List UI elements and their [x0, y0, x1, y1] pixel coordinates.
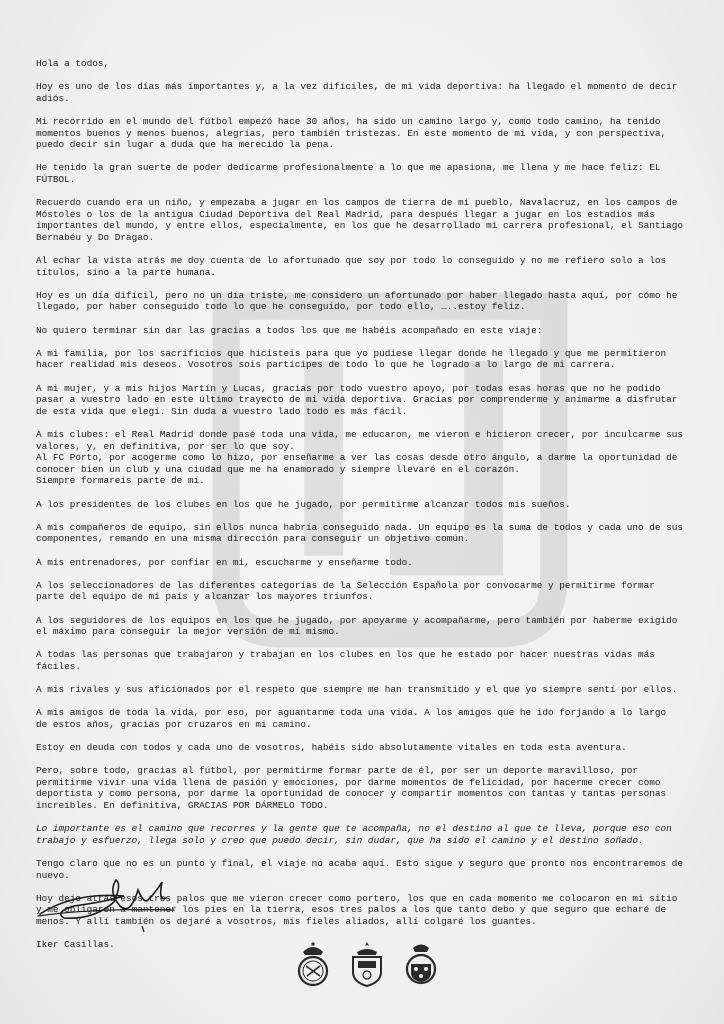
letter-paragraph: A mis rivales y sus aficionados por el respeto que siempre me han transmitido y el que yo siempre sentí por ellos.: [36, 684, 678, 696]
club-crests: [292, 940, 442, 990]
letter-quote-paragraph: Lo importante es el camino que recorres y la gente que te acompaña, no el destino al que te lleva, porque eso con trabajo y esfuerzo, llega solo y creo que puedo decir, sin dudar, que ha sido el camino y el destino soñado.: [36, 823, 672, 846]
letter-paragraph: A mis compañeros de equipo, sin ellos nunca habría conseguido nada. Un equipo es la suma de todos y cada uno de sus componentes, remando en una misma dirección para conseguir un objetivo común.: [36, 521, 683, 545]
letter-paragraph: A los presidentes de los clubes en los que he jugado, por permitirme alcanzar todos mis sueños.: [36, 498, 571, 510]
spain-federation-crest-icon: [346, 940, 388, 988]
letter-paragraph: Hoy dejo atrás esos tres palos que me vieron crecer como portero, los que en cada momento me colocaron en mi sitio y me obligaron a mantener los pies en la tierra, esos tres palos a los que tanto debo y que seguro que echaré de menos. Y allí también os dejaré a vosotros, mis fieles aliados, allí colgaré los guantes.: [36, 892, 678, 927]
letter-paragraph: Pero, sobre todo, gracias al fútbol, por permitirme formar parte de él, por ser un deporte maravilloso, por permitirme vivir una vida llena de pasión y emociones, por darme momentos de felicidad, por hacerme crecer como deportista y como persona, por darme la oportunidad de conocer y compartir momentos con tantas y tantas personas increíbles. En definitiva, GRACIAS POR DÁRMELO TODO.: [36, 765, 667, 811]
letter-paragraph: A los seguidores de los equipos en los que he jugado, por apoyarme y acompañarme, pero también por haberme exigido el máximo para conseguir la mejor versión de mí mismo.: [36, 614, 678, 638]
letter-paragraph: A mi mujer, y a mis hijos Martín y Lucas, gracias por todo vuestro apoyo, por todas esas horas que no he podido pasar a vuestro lado en este último trayecto de mi vida deportiva. Gracias por comprenderme y animarme a disfrutar de esta vida que elegí. Sin duda a vuestro lado todo es más fácil.: [36, 382, 678, 417]
letter-paragraph: Tengo claro que no es un punto y final, el viaje no acaba aquí. Esto sigue y seguro que pronto nos encontraremos de nuevo.: [36, 857, 683, 881]
letter-paragraph: Al echar la vista atrás me doy cuenta de lo afortunado que soy por todo lo conseguido y no me refiero solo a los títulos, sino a la parte humana.: [36, 255, 667, 278]
letter-paragraph: Estoy en deuda con todos y cada uno de vosotros, habéis sido absolutamente vitales en toda esta aventura.: [36, 742, 627, 754]
letter-paragraph: He tenido la gran suerte de poder dedicarme profesionalmente a lo que me apasiona, me llena y me hace feliz: EL FÚTBOL.: [36, 162, 661, 185]
letter-body: [36, 58, 686, 962]
fc-porto-crest-icon: [400, 940, 442, 988]
letter-paragraph: Hoy es uno de los días más importantes y, a la vez difíciles, de mi vida deportiva: ha llegado el momento de decir adiós.: [36, 81, 678, 104]
letter-paragraph: A los seleccionadores de las diferentes categorías de la Selección Española por convocarme y permitirme formar parte del equipo de mi país y alcanzar los mayores triunfos.: [36, 579, 655, 603]
handwritten-signature-icon: [34, 872, 184, 942]
letter-paragraph: A mi familia, por los sacrificios que hicisteis para que yo pudiese llegar donde he llegado y que me permitieron hacer realidad mis deseos. Vosotros sois partícipes de todo lo que he logrado a lo largo de mi carrera.: [36, 347, 667, 371]
letter-paragraph: A todas las personas que trabajaron y trabajan en los clubes en los que he estado por hacer nuestras vidas más fáciles.: [36, 649, 655, 672]
letter-paragraph: A mis clubes: el Real Madrid donde pasé toda una vida, me educaron, me vieron e hicieron crecer, por inculcarme sus valores, y, en definitiva, por ser lo que soy. Al FC Porto, por acogerme como lo hizo, por enseñarme a ver las cosas desde otro ángulo, a darme la oportunidad de conocer bien un club y una ciudad que me ha enamorado y siempre llevaré en el corazón. Siempre formareis parte de mí.: [36, 429, 683, 487]
real-madrid-crest-icon: [292, 940, 334, 988]
letter-paragraph: Hoy es un día difícil, pero no un día triste, me considero un afortunado por haber llegado hasta aquí, por cómo he llegado, por haber conseguido todo lo que he conseguido, por todo ello, …..estoy feliz.: [36, 289, 678, 313]
letter-paragraph: A mis amigos de toda la vida, por eso, por aguantarme toda una vida. A los amigos que he ido forjando a lo largo de estos años, gracias por cruzaros en mi camino.: [36, 707, 667, 730]
letter-paragraph: Recuerdo cuando era un niño, y empezaba a jugar en los campos de tierra de mi pueblo, Navalacruz, en los campos de Móstoles o los de la antigua Ciudad Deportiva del Real Madrid, para después llegar a jugar en los estadios más importantes del mundo, y entre ellos, especialmente, en los que he desarrollado mi carrera profesional, el Santiago Bernabéu y Do Dragao.: [36, 197, 683, 243]
letter-paragraph: A mis entrenadores, por confiar en mi, escucharme y enseñarme todo.: [36, 556, 413, 568]
letter-signoff: Iker Casillas.: [36, 939, 115, 951]
letter-paragraph: Mi recorrido en el mundo del fútbol empezó hace 30 años, ha sido un camino largo y, como todo camino, ha tenido momentos buenos y menos buenos, alegrías, pero también tristezas. En este momento de mi vida, y con perspectiva, puedo decir sin lugar a duda que ha merecido la pena.: [36, 115, 667, 151]
letter-paragraph: Hola a todos,: [36, 58, 110, 69]
letter-paragraph: No quiero terminar sin dar las gracias a todos los que me habéis acompañado en este viaje:: [36, 324, 543, 336]
